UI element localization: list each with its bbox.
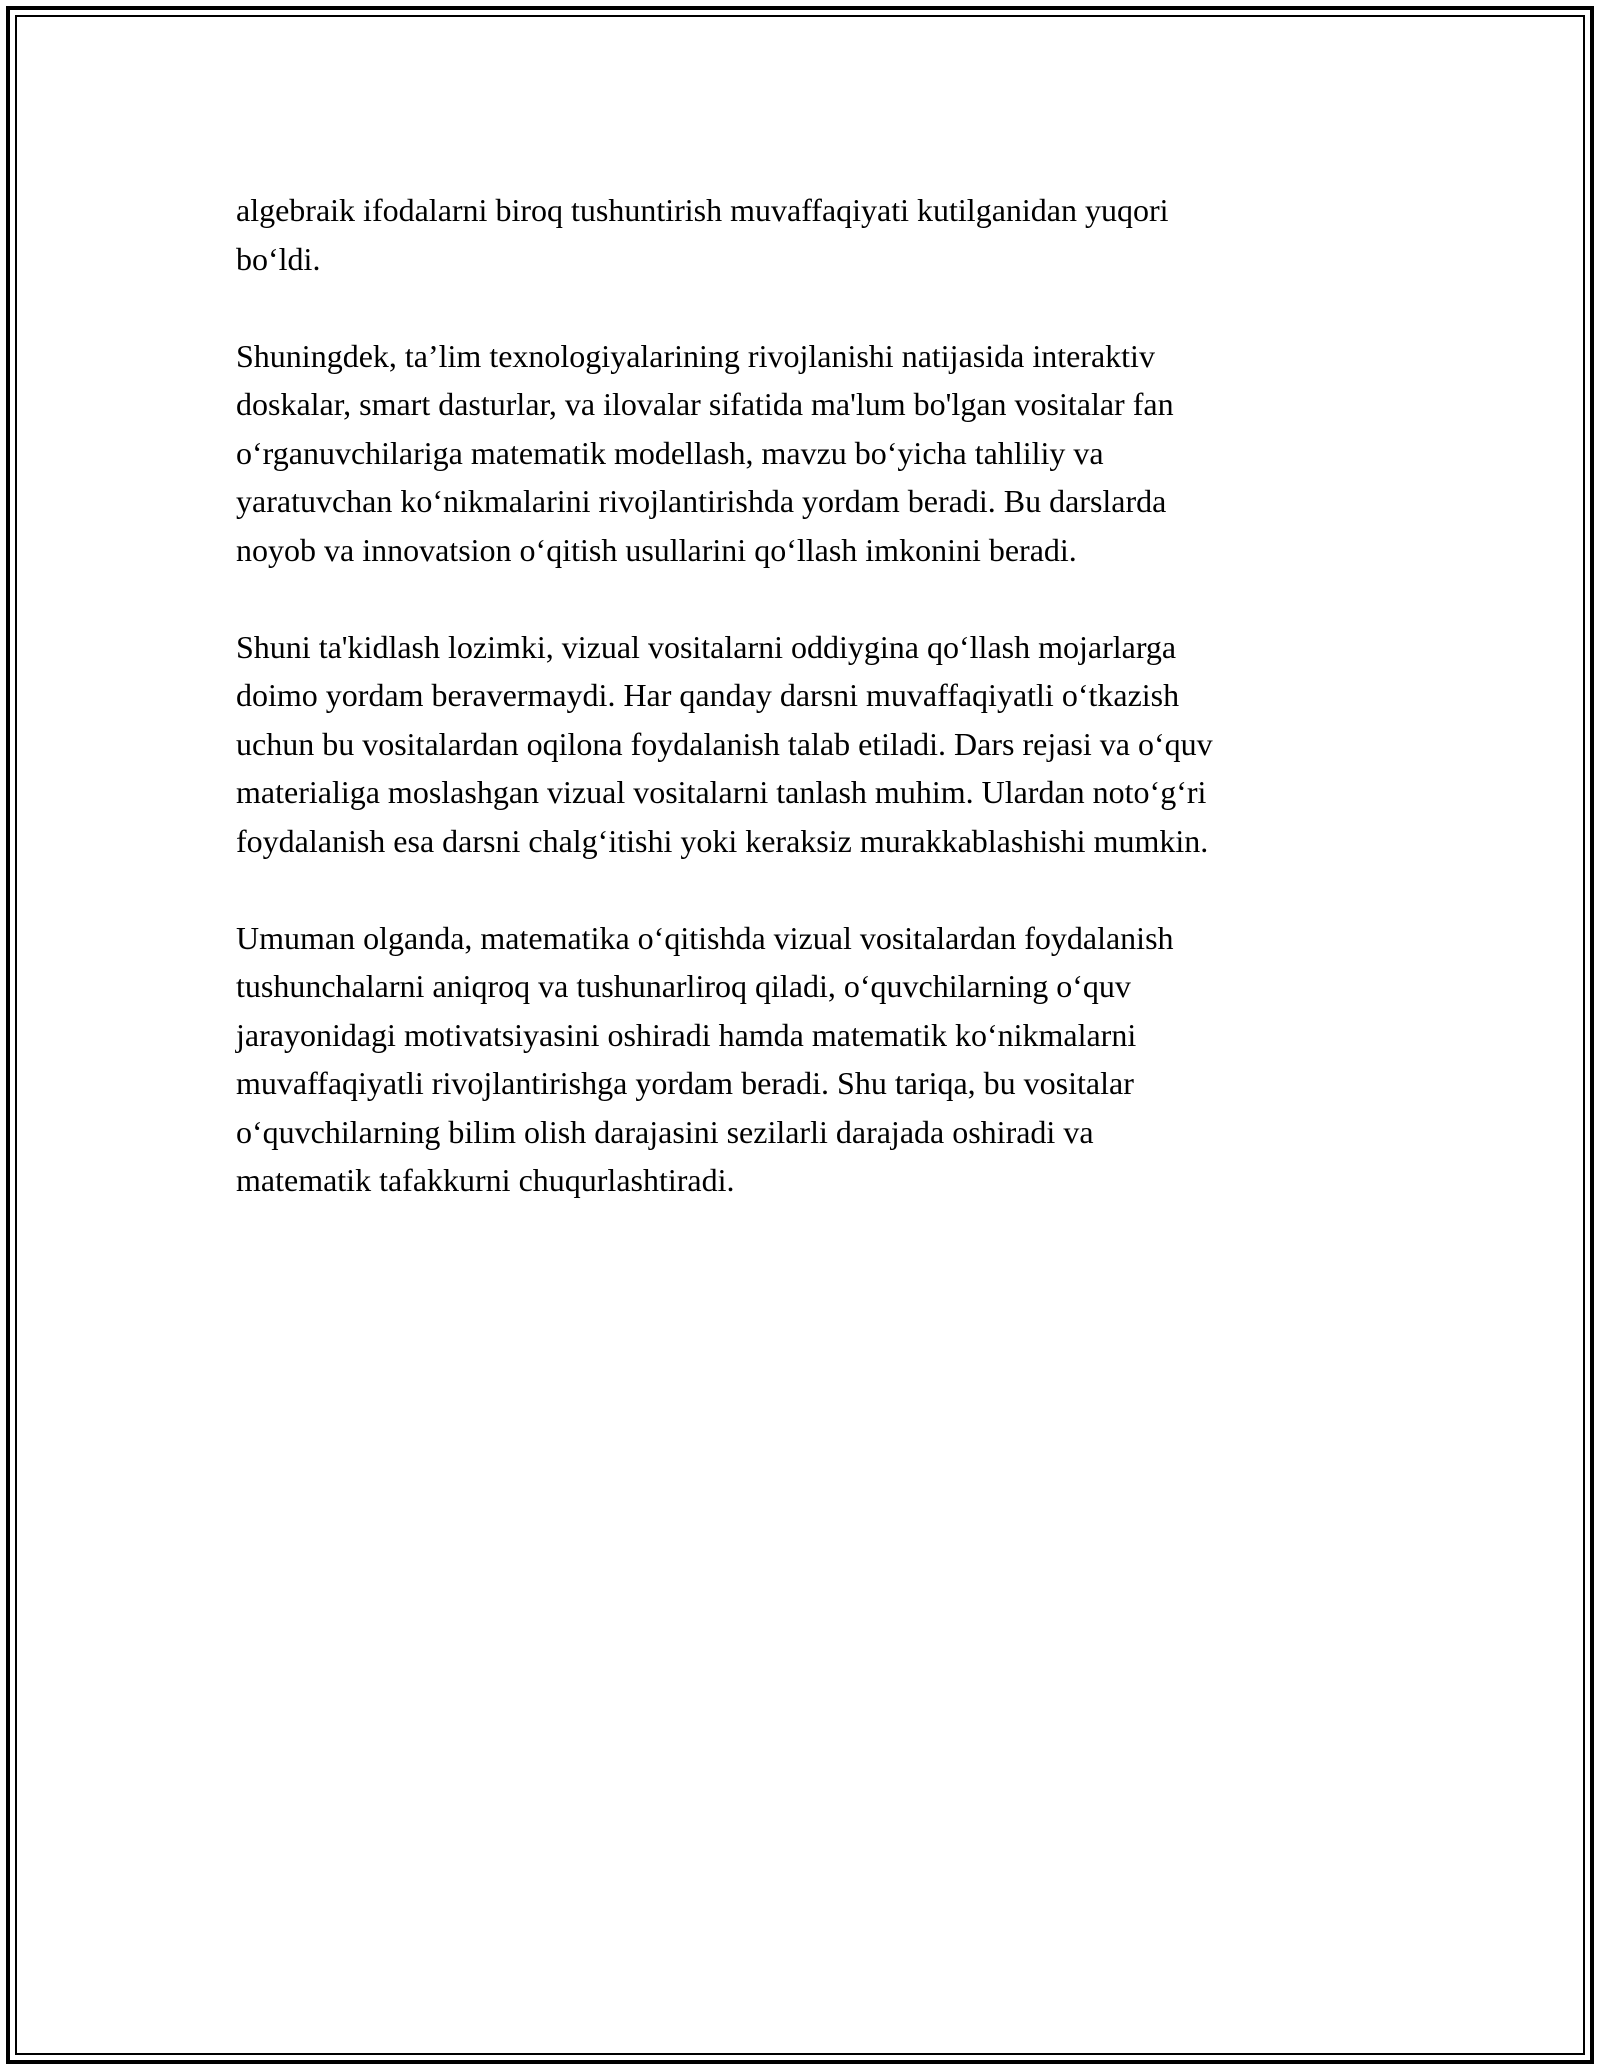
paragraph-3 — [236, 623, 1366, 866]
text-line: yaratuvchan ko‘nikmalarini rivojlantirishda yordam beradi. Bu darslarda — [236, 483, 1167, 519]
text-line: algebraik ifodalarni biroq tushuntirish muvaffaqiyati kutilganidan yuqori — [236, 192, 1169, 228]
text-line: foydalanish esa darsni chalg‘itishi yoki keraksiz murakkablashishi mumkin. — [236, 822, 1209, 859]
paragraph-4 — [236, 914, 1366, 1205]
text-line: tushunchalarni aniqroq va tushunarliroq qiladi, o‘quvchilarning o‘quv — [236, 968, 1131, 1004]
text-line: doskalar, smart dasturlar, va ilovalar sifatida ma'lum bo'lgan vositalar fan — [236, 386, 1174, 422]
paragraph-1 — [236, 186, 1366, 283]
text-line: jarayonidagi motivatsiyasini oshiradi hamda matematik ko‘nikmalarni — [236, 1016, 1137, 1053]
text-line: Shuni ta'kidlash lozimki, vizual vositalarni oddiygina qo‘llash mojarlarga — [236, 628, 1177, 665]
text-line: doimo yordam beravermaydi. Har qanday darsni muvaffaqiyatli o‘tkazish — [236, 677, 1180, 713]
text-line: noyob va innovatsion o‘qitish usullarini qo‘llash imkonini beradi. — [236, 531, 1077, 568]
text-line: matematik tafakkurni chuqurlashtiradi. — [236, 1162, 735, 1198]
document-body — [236, 186, 1366, 1253]
text-line: o‘rganuvchilariga matematik modellash, mavzu bo‘yicha tahliliy va — [236, 434, 1104, 471]
text-line: o‘quvchilarning bilim olish darajasini sezilarli darajada oshiradi va — [236, 1113, 1094, 1150]
text-line: Umuman olganda, matematika o‘qitishda vizual vositalardan foydalanish — [236, 919, 1174, 956]
paragraph-2 — [236, 332, 1366, 575]
text-line: uchun bu vositalardan oqilona foydalanish talab etiladi. Dars rejasi va o‘quv — [236, 725, 1213, 762]
text-line: bo‘ldi. — [236, 240, 321, 277]
text-line: muvaffaqiyatli rivojlantirishga yordam beradi. Shu tariqa, bu vositalar — [236, 1065, 1134, 1101]
text-line: materialiga moslashgan vizual vositalarni tanlash muhim. Ulardan noto‘g‘ri — [236, 774, 1207, 810]
text-line: Shuningdek, ta’lim texnologiyalarining rivojlanishi natijasida interaktiv — [236, 337, 1155, 374]
